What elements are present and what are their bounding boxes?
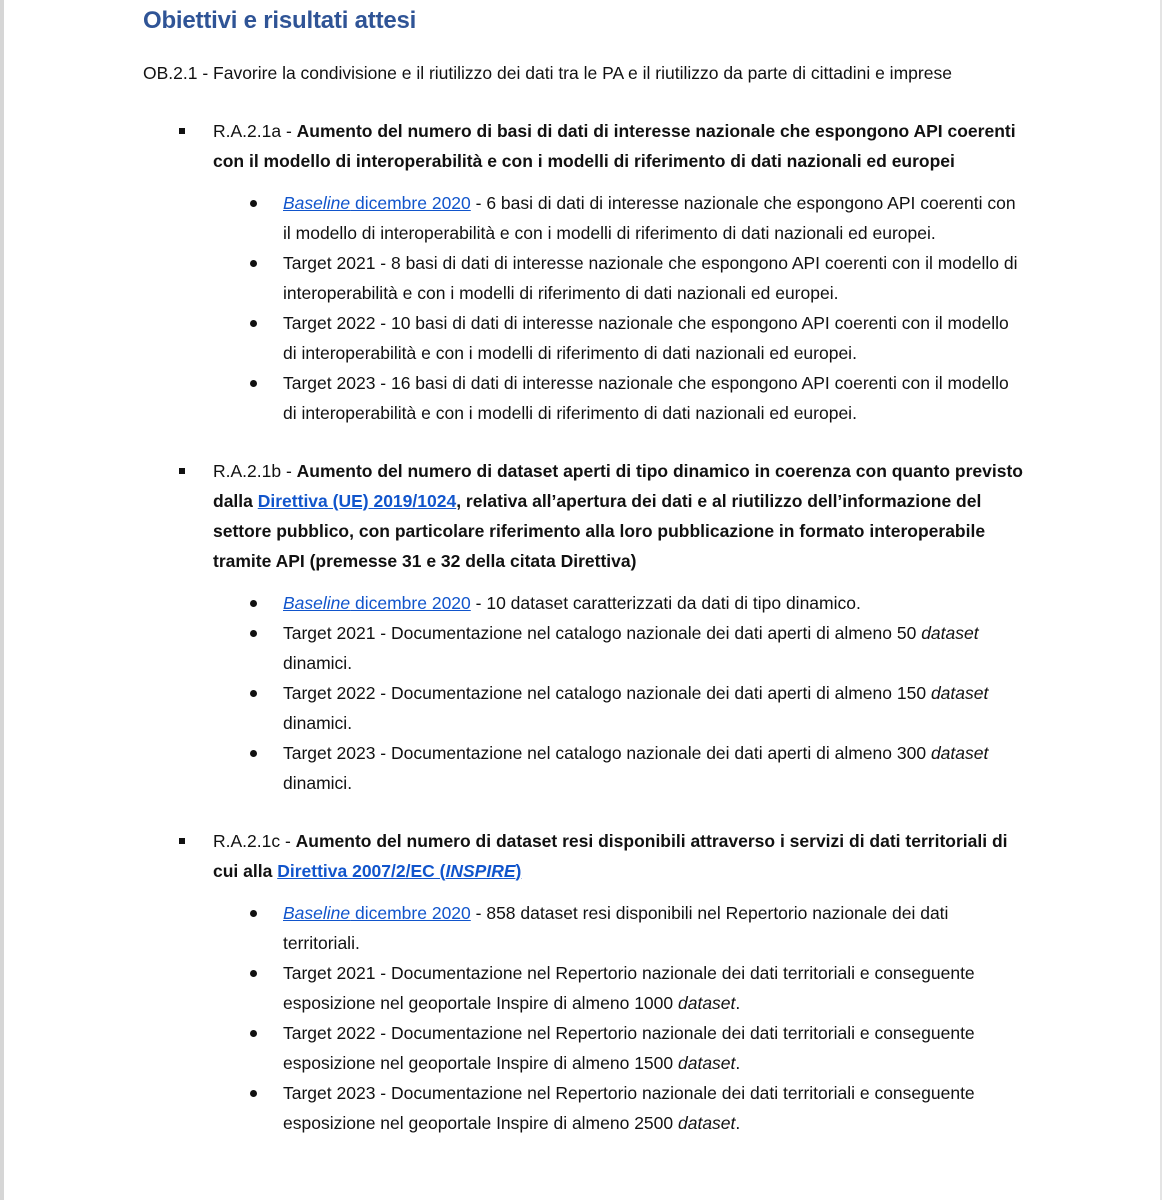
list-item: [283, 678, 1023, 738]
text-segment: Aumento del numero di dataset aperti di tipo dinamico in coerenza con quanto previsto dalla: [213, 461, 1024, 511]
result-title: [213, 116, 1023, 176]
hyperlink[interactable]: ): [515, 861, 522, 881]
text-segment: dataset: [930, 743, 989, 763]
text-segment: dataset: [921, 623, 979, 643]
text-segment: Target 2022 - Documentazione nel catalogo nazionale dei dati aperti di almeno 150: [283, 683, 931, 703]
text-segment: dinamici.: [283, 773, 353, 793]
list-item: [283, 308, 1023, 368]
round-bullet-icon: [250, 910, 257, 917]
round-bullet-icon: [250, 260, 257, 267]
round-bullet-icon: [250, 600, 257, 607]
list-item: [283, 738, 1023, 798]
text-segment: - 10 dataset caratterizzati da dati di tipo dinamico.: [470, 593, 861, 613]
text-segment: dinamici.: [283, 713, 353, 733]
list-item: [283, 248, 1023, 308]
text-segment: dataset: [678, 1053, 736, 1073]
square-bullet-icon: [179, 838, 185, 844]
round-bullet-icon: [250, 750, 257, 757]
hyperlink[interactable]: Direttiva 2007/2/EC (: [277, 861, 446, 881]
text-segment: R.A.2.1b -: [213, 461, 297, 481]
list-item: [283, 588, 1023, 618]
list-item: [283, 898, 1023, 958]
round-bullet-icon: [250, 690, 257, 697]
text-segment: dataset: [678, 1113, 736, 1133]
text-segment: , relativa all’apertura dei dati e al riutilizzo dell’informazione del settore pubblico, con particolare riferimento alla loro pubblicazione in formato interoperabile tramite API (premesse 31 e 32 della citata Direttiva): [213, 491, 986, 571]
objective-text: OB.2.1 - Favorire la condivisione e il riutilizzo dei dati tra le PA e il riutilizzo da parte di cittadini e imprese: [143, 63, 952, 83]
text-segment: .: [735, 993, 741, 1013]
text-segment: .: [735, 1113, 741, 1133]
square-bullet-icon: [179, 468, 185, 474]
results-list: [143, 116, 1023, 1138]
hyperlink[interactable]: INSPIRE: [445, 861, 516, 881]
text-segment: Target 2023 - Documentazione nel catalogo nazionale dei dati aperti di almeno 300: [283, 743, 931, 763]
text-segment: R.A.2.1a -: [213, 121, 297, 141]
text-segment: Target 2021 - Documentazione nel catalogo nazionale dei dati aperti di almeno 50: [283, 623, 922, 643]
text-segment: Target 2022 - Documentazione nel Repertorio nazionale dei dati territoriali e conseguente esposizione nel geoportale Inspire di almeno 1500: [283, 1023, 975, 1073]
text-segment: - 6 basi di dati di interesse nazionale che espongono API coerenti con il modello di interoperabilità e con i modelli di riferimento di dati nazionali ed europei.: [283, 193, 1016, 243]
text-segment: Target 2022 - 10 basi di dati di interesse nazionale che espongono API coerenti con il modello di interoperabilità e con i modelli di riferimento di dati nazionali ed europei.: [283, 313, 1009, 363]
text-segment: dinamici.: [283, 653, 353, 673]
round-bullet-icon: [250, 380, 257, 387]
document-page: [143, 0, 1023, 1138]
text-segment: dataset: [930, 683, 989, 703]
target-list: [213, 188, 1023, 428]
text-segment: R.A.2.1c -: [213, 831, 296, 851]
result-section: [143, 826, 1023, 1138]
round-bullet-icon: [250, 1090, 257, 1097]
round-bullet-icon: [250, 1030, 257, 1037]
window-edge-left: [0, 0, 4, 1200]
list-item: [283, 188, 1023, 248]
result-section: [143, 456, 1023, 798]
text-segment: Target 2023 - 16 basi di dati di interesse nazionale che espongono API coerenti con il modello di interoperabilità e con i modelli di riferimento di dati nazionali ed europei.: [283, 373, 1009, 423]
list-item: [283, 1018, 1023, 1078]
result-section: [143, 116, 1023, 428]
hyperlink[interactable]: Baseline: [283, 903, 351, 923]
section-heading: Obiettivi e risultati attesi: [143, 7, 417, 34]
text-segment: Target 2021 - Documentazione nel Repertorio nazionale dei dati territoriali e conseguente esposizione nel geoportale Inspire di almeno 1000: [283, 963, 975, 1013]
round-bullet-icon: [250, 200, 257, 207]
hyperlink[interactable]: Baseline: [283, 593, 351, 613]
text-segment: Target 2023 - Documentazione nel Repertorio nazionale dei dati territoriali e conseguente esposizione nel geoportale Inspire di almeno 2500: [283, 1083, 975, 1133]
hyperlink[interactable]: Baseline: [283, 193, 351, 213]
round-bullet-icon: [250, 630, 257, 637]
list-item: [283, 618, 1023, 678]
text-segment: .: [735, 1053, 741, 1073]
target-list: [213, 898, 1023, 1138]
result-title: [213, 456, 1023, 576]
round-bullet-icon: [250, 970, 257, 977]
text-segment: dataset: [678, 993, 736, 1013]
text-segment: Aumento del numero di basi di dati di interesse nazionale che espongono API coerenti con il modello di interoperabilità e con i modelli di riferimento di dati nazionali ed europei: [213, 121, 1016, 171]
text-segment: Target 2021 - 8 basi di dati di interesse nazionale che espongono API coerenti con il modello di interoperabilità e con i modelli di riferimento di dati nazionali ed europei.: [283, 253, 1018, 303]
hyperlink[interactable]: dicembre 2020: [350, 593, 471, 613]
hyperlink[interactable]: dicembre 2020: [350, 903, 471, 923]
list-item: [283, 958, 1023, 1018]
text-segment: Aumento del numero di dataset resi disponibili attraverso i servizi di dati territoriali di cui alla: [213, 831, 1008, 881]
list-item: [283, 1078, 1023, 1138]
list-item: [283, 368, 1023, 428]
target-list: [213, 588, 1023, 798]
hyperlink[interactable]: Direttiva (UE) 2019/1024: [257, 491, 457, 511]
square-bullet-icon: [179, 128, 185, 134]
result-title: [213, 826, 1023, 886]
hyperlink[interactable]: dicembre 2020: [350, 193, 471, 213]
text-segment: - 858 dataset resi disponibili nel Repertorio nazionale dei dati territoriali.: [283, 903, 949, 953]
round-bullet-icon: [250, 320, 257, 327]
